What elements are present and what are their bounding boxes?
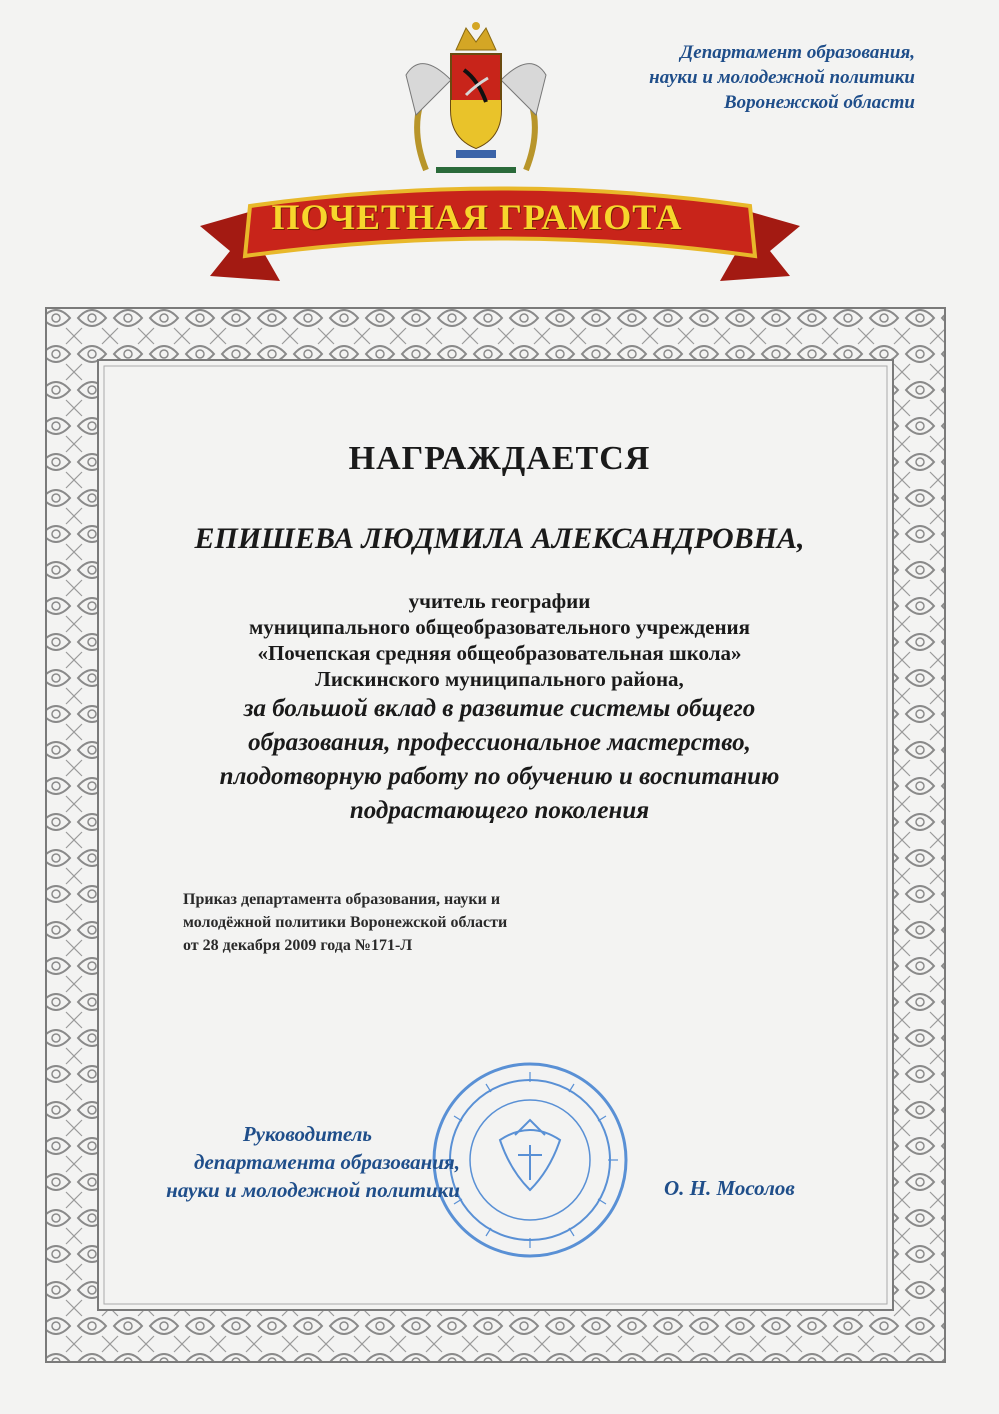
position-line: муниципального общеобразовательного учреждения [248,615,751,639]
order-line: молодёжной политики Воронежской области [183,914,508,931]
position-line: учитель географии [408,589,591,613]
reason-line: за большой вклад в развитие системы общего [243,695,756,722]
reason-line: образования, профессиональное мастерство, [248,729,751,756]
signer-title-line: департамента образования, [194,1150,460,1174]
coat-of-arms-emblem [396,20,556,180]
shield-icon [451,54,501,148]
signer-title-line: Руководитель [242,1122,372,1146]
crown-icon [456,22,496,50]
department-header-line: Департамент образования, [680,42,915,63]
signer-name: О. Н. Мосолов [664,1176,795,1200]
department-header-line: Воронежской области [724,92,915,113]
reason-line: подрастающего поколения [349,797,650,824]
recipient-name: ЕПИШЕВА ЛЮДМИЛА АЛЕКСАНДРОВНА, [194,522,805,555]
order-reference [183,888,583,957]
position-line: Лискинского муниципального района, [315,667,684,691]
reason-line: плодотворную работу по обучению и воспитанию [219,763,780,790]
department-header-line: науки и молодежной политики [649,67,915,88]
certificate-title: ПОЧЕТНАЯ ГРАМОТА [271,197,683,237]
awarded-heading: НАГРАЖДАЕТСЯ [348,440,651,477]
award-body [120,588,879,828]
stamp-eagle-icon [500,1120,560,1190]
department-header [615,40,915,115]
signer-title [130,1120,460,1204]
official-stamp [430,1060,630,1260]
position-line: «Почепская средняя общеобразовательная школа» [257,641,742,665]
order-line: от 28 декабря 2009 года №171-Л [183,937,413,954]
signer-title-line: науки и молодежной политики [166,1178,460,1202]
order-line: Приказ департамента образования, науки и [183,891,501,908]
